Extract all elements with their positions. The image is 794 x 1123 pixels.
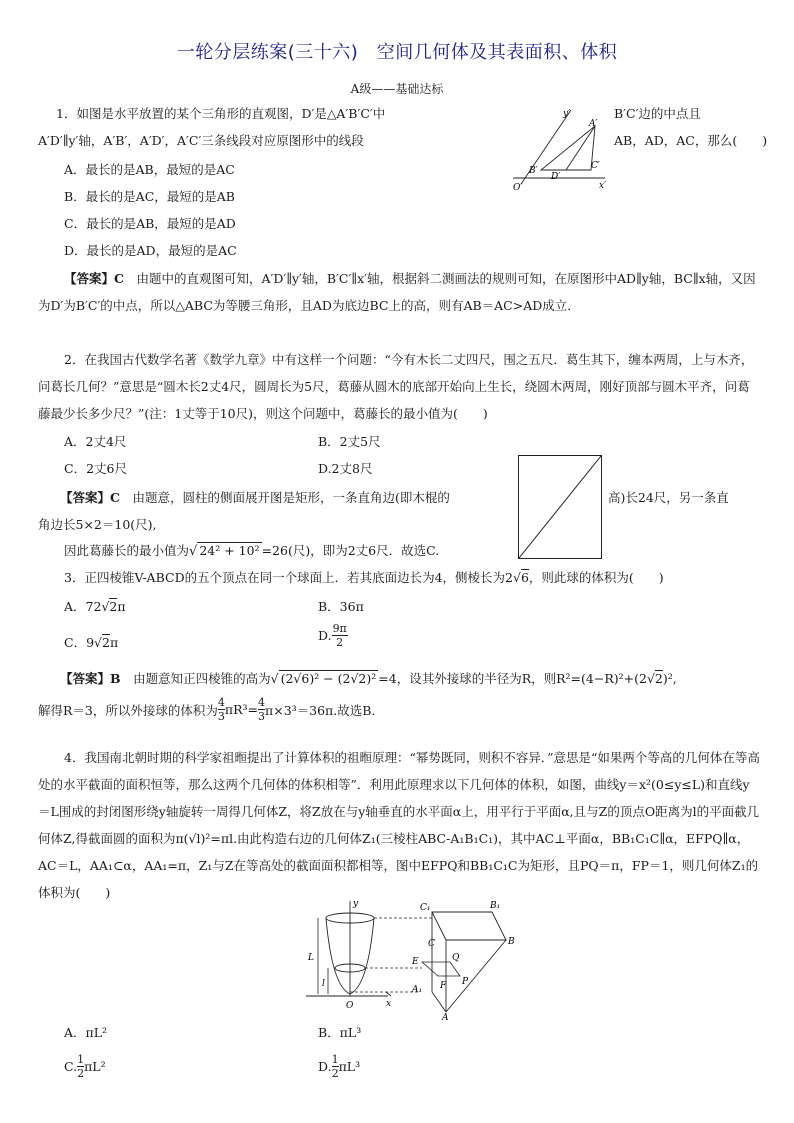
q1-stem-c: A′D′∥y′轴，A′B′，A′D′，A′C′三条线段对应原图形中的线段: [38, 133, 364, 148]
q3-answer-c: =4，设其外接球的半径为R，则R²=(4−R)²+(2: [378, 671, 647, 686]
q4-opt-c-fraction: [77, 1053, 84, 1080]
q3-fraction-2: [258, 696, 265, 723]
q1-figure: [505, 104, 610, 194]
q3-opt-c3: π: [109, 635, 119, 650]
q3-opt-a3: π: [117, 599, 126, 614]
q2-answer-d1: 因此葛藤长的最小值为: [64, 543, 190, 558]
q3-opt-d-den: 2: [336, 636, 344, 649]
q2-answer-a: 由题意，圆柱的侧面展开图是矩形，一条直角边(即木棍的: [132, 490, 450, 505]
x-arrow: [386, 992, 391, 996]
q2-stem-text: 2．在我国古代数学名著《数学九章》中有这样一个问题：“今有木长二丈四尺，围之五尺．葛生其下，缠本两周，上与木齐，问葛长几何？”意思是“圆木长2丈4尺，圆周长为5尺，葛藤从圆木的底部开始向上生长，绕圆木两周，刚好顶部与圆木平齐，问葛藤最少长多少尺？”(注：1丈等于10尺)，则这个问题中，葛藤长的最小值为( ): [38, 352, 754, 421]
label-a: A′: [589, 119, 598, 129]
label-y: y: [353, 899, 359, 909]
half-den: 2: [77, 1067, 85, 1080]
half-num: 1: [77, 1053, 85, 1066]
q2-rectangle-figure: [518, 455, 602, 559]
q4-figure: [300, 896, 525, 1021]
q3-answer-g: πR³=: [224, 702, 258, 717]
q2-diagonal: [519, 456, 601, 558]
label-x: x: [386, 999, 392, 1009]
triangle-abc: [541, 126, 595, 170]
q2-answer-tag: 【答案】C: [60, 490, 120, 505]
sqrt-sign: √: [101, 599, 110, 614]
frac-den: 3: [217, 710, 225, 723]
q1-answer-tag: 【答案】C: [64, 271, 124, 286]
label-q: Q: [452, 953, 460, 963]
q2-option-a: A．2丈4尺: [64, 434, 127, 449]
q2-answer-d: [64, 541, 439, 559]
sqrt-sign: √: [270, 671, 279, 686]
q3-option-c: [64, 633, 118, 651]
label-L: L: [308, 953, 314, 963]
q4-option-b: B．πL³: [318, 1025, 362, 1040]
frac-num: 4: [217, 696, 225, 709]
q3-stem-a: 3．正四棱锥V-ABCD的五个顶点在同一个球面上．若其底面边长为4，侧棱长为2: [64, 570, 513, 585]
q4-opt-c-suf: πL²: [84, 1059, 106, 1074]
page-title: 一轮分层练案(三十六) 空间几何体及其表面积、体积: [176, 42, 618, 63]
q1-answer-text: 由题中的直观图可知，A′D′∥y′轴，B′C′∥x′轴，根据斜二测画法的规则可知，在原图形中AD∥y轴，BC∥x轴，又因为D′为B′C′的中点，所以△ABC为等腰三角形，且AD为底边BC上的高，则有AB＝AC>AD成立．: [38, 271, 756, 313]
half-num: 1: [331, 1053, 339, 1066]
q3-opt-c1: C．9: [64, 635, 95, 650]
q4-opt-c-pre: C.: [64, 1059, 78, 1074]
q1-stem-a: 1．如图是水平放置的某个三角形的直观图，D′是△A′B′C′中: [56, 106, 386, 121]
q4-option-a: A．πL²: [64, 1025, 108, 1040]
sqrt-sign: √: [94, 635, 102, 650]
level-heading: A级——基础达标: [350, 82, 444, 96]
q3-answer-f: 解得R＝3，所以外接球的体积为: [38, 702, 218, 718]
q1-answer: [38, 265, 760, 319]
q3-opt-d-num: 9π: [332, 622, 347, 635]
q2-option-d: D.2丈8尺: [318, 461, 373, 476]
label-a: A: [442, 1013, 449, 1021]
label-p: P: [462, 977, 469, 987]
q3-opt-d-prefix: D.: [318, 628, 332, 643]
q3-stem-c: ，则此球的体积为( ): [528, 570, 664, 585]
q3-answer-d: 2: [654, 671, 663, 686]
q3-answer-a: 由题意知正四棱锥的高为: [133, 671, 271, 686]
sqrt-sign: √: [189, 544, 198, 559]
label-f: F: [440, 981, 447, 991]
q4-stem-text: 4．我国南北朝时期的科学家祖暅提出了计算体积的祖暅原理：“幂势既同，则积不容异．”意思是“如果两个等高的几何体在等高处的水平截面的面积恒等，那么这两个几何体的体积相等”．利用此原理求以下几何体的体积，如图，曲线y＝x²(0≤y≤L)和直线y＝L围成的封闭图形绕y轴旋转一周得几何体Z，将Z放在与y轴垂直的水平面α上，用平行于平面α,且与Z的顶点O距离为l的平面截几何体Z,得截面圆的面积为π(√l)²=πl.由此构造右边的几何体Z₁(三棱柱ABC-A₁B₁C₁)，其中AC⊥平面α，BB₁C₁C∥α，EFPQ∥α，AC＝L，AA₁⊂α，AA₁=π，Z₁与Z在等高处的截面面积都相等，图中EFPQ和BB₁C₁C为矩形，且PQ＝π，FP＝1，则几何体Z₁的体积为( ): [38, 750, 760, 900]
label-c: C: [428, 939, 435, 949]
q4-opt-d-suf: πL³: [338, 1059, 361, 1074]
label-e: E: [412, 957, 419, 967]
q4-opt-d-fraction: [332, 1053, 339, 1080]
frac-den: 3: [258, 710, 265, 723]
label-a1: A₁: [412, 985, 423, 995]
label-y: y′: [563, 109, 571, 119]
label-c1: C₁: [420, 903, 431, 913]
label-b1: B₁: [490, 901, 501, 911]
q4-option-d: [318, 1053, 360, 1080]
q4-option-c: [64, 1053, 106, 1080]
q2-option-b: B．2丈5尺: [318, 434, 381, 449]
label-c: C′: [591, 161, 600, 171]
q3-stem: [64, 568, 664, 586]
label-d: D′: [551, 172, 561, 182]
label-o: O: [346, 1001, 354, 1011]
q3-opt-c2: 2: [102, 635, 110, 650]
prism-top-face: [432, 912, 506, 940]
q1-stem-d: AB，AD，AC，那么( ): [614, 133, 768, 148]
q2-answer-c: 角边长5×2＝10(尺),: [38, 517, 157, 532]
q1-option-a: A．最长的是AB，最短的是AC: [64, 162, 235, 177]
sqrt-sign: √: [646, 671, 655, 686]
q3-stem-b: 6: [520, 570, 529, 585]
q3-answer-h: π×3³＝36π.故选B.: [265, 702, 376, 718]
q1-option-c: C．最长的是AB，最短的是AD: [64, 216, 236, 231]
sqrt-sign: √: [513, 570, 521, 585]
q3-answer-tag: 【答案】B: [60, 671, 121, 686]
label-o: O′: [513, 183, 523, 193]
prism-edge-a1a: [432, 992, 446, 1012]
q1-option-d: D．最长的是AD，最短的是AC: [64, 243, 237, 258]
q3-opt-a1: A．72: [64, 599, 102, 614]
q2-answer-a-wrap: [60, 488, 450, 506]
q3-fraction-1: [218, 696, 225, 723]
q2-answer-b: 高)长24尺，另一条直: [608, 490, 729, 505]
label-l: l: [322, 979, 325, 989]
q2-radicand: 24² + 10²: [199, 543, 260, 558]
q3-answer-line1: [60, 669, 677, 687]
frac-num: 4: [258, 696, 265, 709]
q4-opt-d-pre: D.: [318, 1059, 332, 1074]
q3-answer-radicand: (2√6)² − (2√2)²: [280, 671, 377, 686]
label-x: x′: [599, 181, 607, 191]
q3-option-d: [318, 622, 348, 649]
label-b: B′: [529, 166, 538, 176]
q3-opt-a2: 2: [109, 599, 118, 614]
q2-answer-d3: =26(尺)，即为2丈6尺．故选C.: [261, 543, 440, 558]
q1-option-b: B．最长的是AC，最短的是AB: [64, 189, 235, 204]
q2-option-c: C．2丈6尺: [64, 461, 127, 476]
half-den: 2: [331, 1067, 339, 1080]
section-efpq: [422, 962, 460, 976]
q2-stem: [38, 346, 760, 427]
q3-option-a: [64, 597, 126, 615]
label-b: B: [508, 937, 515, 947]
q4-stem: [38, 744, 760, 906]
q3-answer-line2: [38, 696, 375, 723]
q3-option-b: B．36π: [318, 599, 364, 614]
q3-opt-d-fraction: [332, 622, 348, 649]
q1-stem-b: B′C′边的中点且: [614, 106, 701, 121]
q3-answer-e: )²,: [662, 671, 677, 686]
